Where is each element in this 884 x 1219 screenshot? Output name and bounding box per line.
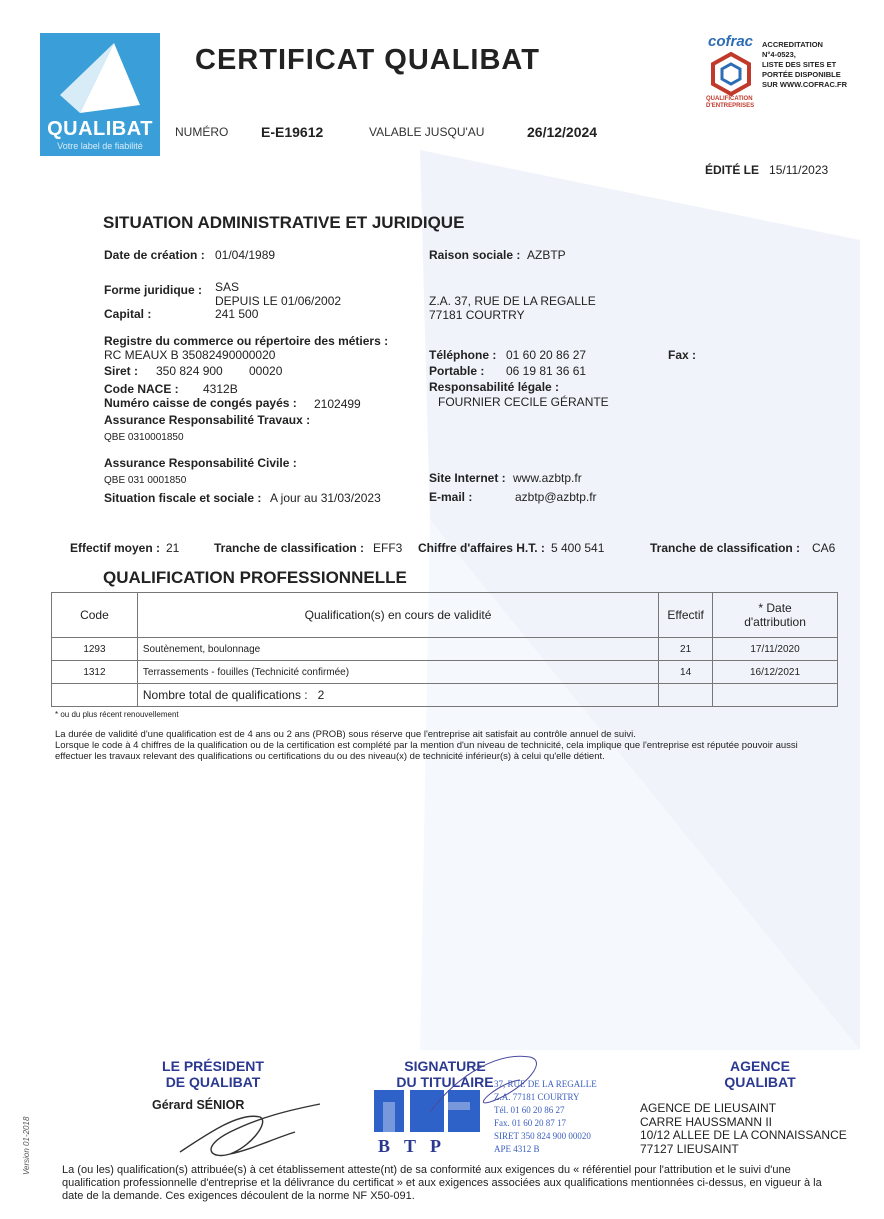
address-line2: 77181 COURTRY xyxy=(429,308,525,322)
row-effectif: 14 xyxy=(659,661,713,684)
footnote: * ou du plus récent renouvellement xyxy=(55,710,179,719)
telephone-value: 01 60 20 86 27 xyxy=(506,348,587,362)
row-effectif: 21 xyxy=(659,638,713,661)
resp-legale-label: Responsabilité légale : xyxy=(429,380,560,394)
email-label: E-mail : xyxy=(429,490,473,504)
numero-label: NUMÉRO xyxy=(175,125,229,139)
cofrac-hexagon-icon xyxy=(710,52,752,96)
footer-conformity-text: La (ou les) qualification(s) attribuée(s) à cet établissement atteste(nt) de sa conformité aux exigences du « référentiel pour l'attribution et le suivi d'une qualification professionnelle d'entreprise et la délivrance du certificat » et aux exigences associées aux qualifications mentionnées ci-dessus, en vigueur à la date de la demande. Ces exigences découlent de la norme NF X50-091. xyxy=(62,1164,822,1202)
president-heading: LE PRÉSIDENT DE QUALIBAT xyxy=(162,1058,264,1090)
caisse-value: 2102499 xyxy=(314,397,361,411)
nace-label: Code NACE : xyxy=(104,382,179,396)
portable-value: 06 19 81 36 61 xyxy=(506,364,587,378)
tranche1-label: Tranche de classification : xyxy=(214,541,365,555)
row-label: Soutènement, boulonnage xyxy=(137,638,658,661)
registre-value: RC MEAUX B 35082490000020 xyxy=(104,348,276,362)
qualibat-logo xyxy=(40,33,160,156)
row-code: 1293 xyxy=(52,638,138,661)
agence-address: AGENCE DE LIEUSAINT CARRE HAUSSMANN II 10/12 ALLEE DE LA CONNAISSANCE 77127 LIEUSAINT xyxy=(640,1101,847,1156)
row-code: 1312 xyxy=(52,661,138,684)
agence-heading: AGENCE QUALIBAT xyxy=(724,1058,796,1090)
president-signature xyxy=(170,1092,330,1172)
portable-label: Portable : xyxy=(429,364,485,378)
capital-value: 241 500 xyxy=(215,307,259,321)
effectif-value: 21 xyxy=(166,541,180,555)
row-date: 17/11/2020 xyxy=(713,638,838,661)
resp-legale-value: FOURNIER CECILE GÉRANTE xyxy=(438,395,609,409)
validity-notes: La durée de validité d'une qualification est de 4 ans ou 2 ans (PROB) sous réserve que l'entreprise ait satisfait au contrôle annuel de suivi. Lorsque le code à 4 chiffres de la qualification ou de la certification est complété par la mention d'un niveau de technicité, cela implique que l'entreprise est réputée pouvoir aussi effectuer les travaux relevant des qualifications ou certifications du ou des niveau(x) de technicité inférieur(s) à celui qu'elle détient. xyxy=(55,729,798,762)
email-value: azbtp@azbtp.fr xyxy=(515,490,597,504)
header-date: * Date d'attribution xyxy=(713,593,838,638)
row-date: 16/12/2021 xyxy=(713,661,838,684)
fiscale-label: Situation fiscale et sociale : xyxy=(104,491,262,505)
effectif-label: Effectif moyen : xyxy=(70,541,161,555)
qualification-table xyxy=(51,592,838,707)
ca-label: Chiffre d'affaires H.T. : xyxy=(418,541,545,555)
situation-title: SITUATION ADMINISTRATIVE ET JURIDIQUE xyxy=(103,213,465,232)
fiscale-value: A jour au 31/03/2023 xyxy=(270,491,381,505)
cofrac-logo: cofrac xyxy=(708,33,754,50)
site-value: www.azbtp.fr xyxy=(513,471,582,485)
fax-label: Fax : xyxy=(668,348,697,362)
row-label: Terrassements - fouilles (Technicité confirmée) xyxy=(137,661,658,684)
president-name: Gérard SÉNIOR xyxy=(152,1098,245,1112)
siret-suffix: 00020 xyxy=(249,364,283,378)
address-line1: Z.A. 37, RUE DE LA REGALLE xyxy=(429,294,596,308)
siret-value: 350 824 900 xyxy=(156,364,223,378)
header-code: Code xyxy=(52,593,138,638)
qualibat-pyramid-icon xyxy=(40,33,160,118)
header-effectif: Effectif xyxy=(659,593,713,638)
assurance-civile-label: Assurance Responsabilité Civile : xyxy=(104,456,297,470)
date-creation-label: Date de création : xyxy=(104,248,205,262)
date-creation-value: 01/04/1989 xyxy=(215,248,276,262)
header-qualif: Qualification(s) en cours de validité xyxy=(137,593,658,638)
forme-value: SAS xyxy=(215,280,240,294)
cofrac-subtitle: QUALIFICATION D'ENTREPRISES xyxy=(706,96,755,109)
ca-value: 5 400 541 xyxy=(551,541,605,555)
page-title: CERTIFICAT QUALIBAT xyxy=(195,44,540,76)
table-row xyxy=(52,638,838,661)
table-header-row xyxy=(52,593,838,638)
telephone-label: Téléphone : xyxy=(429,348,497,362)
titulaire-signature xyxy=(410,1052,560,1132)
siret-label: Siret : xyxy=(104,364,139,378)
assurance-travaux-value: QBE 0310001850 xyxy=(104,432,184,443)
company-stamp-text: 37, RUE DE LA REGALLE Z.A. 77181 COURTRY Tél. 01 60 20 86 27 Fax. 01 60 20 87 17 SIRET 350 824 900 00020 APE 4312 B xyxy=(494,1079,597,1154)
site-label: Site Internet : xyxy=(429,471,506,485)
registre-label: Registre du commerce ou répertoire des métiers : xyxy=(104,334,389,348)
table-total-row xyxy=(52,684,838,707)
qualification-title: QUALIFICATION PROFESSIONNELLE xyxy=(103,568,407,587)
numero-value: E-E19612 xyxy=(261,124,324,140)
total-qualifications: Nombre total de qualifications : 2 xyxy=(137,684,658,707)
raison-sociale-value: AZBTP xyxy=(527,248,566,262)
capital-label: Capital : xyxy=(104,307,152,321)
assurance-travaux-label: Assurance Responsabilité Travaux : xyxy=(104,413,311,427)
forme-label: Forme juridique : xyxy=(104,283,203,297)
logo-tagline: Votre label de fiabilité xyxy=(57,141,143,151)
edite-le: ÉDITÉ LE 15/11/2023 xyxy=(705,163,829,177)
logo-word: QUALIBAT xyxy=(47,118,153,140)
valable-value: 26/12/2024 xyxy=(527,124,598,140)
caisse-label: Numéro caisse de congés payés : xyxy=(104,396,297,410)
assurance-civile-value: QBE 031 0001850 xyxy=(104,475,187,486)
table-row xyxy=(52,661,838,684)
titulaire-heading: SIGNATURE DU TITULAIRE xyxy=(396,1058,494,1090)
version-label: Version 01-2018 xyxy=(22,1116,31,1175)
nace-value: 4312B xyxy=(203,382,238,396)
valable-label: VALABLE JUSQU'AU xyxy=(369,125,485,139)
forme-depuis: DEPUIS LE 01/06/2002 xyxy=(215,294,342,308)
cofrac-accreditation: ACCREDITATION N°4-0523, LISTE DES SITES ET PORTÉE DISPONIBLE SUR WWW.COFRAC.FR xyxy=(762,40,847,89)
raison-sociale-label: Raison sociale : xyxy=(429,248,521,262)
tranche2-label: Tranche de classification : xyxy=(650,541,801,555)
tranche1-value: EFF3 xyxy=(373,541,403,555)
tranche2-value: CA6 xyxy=(812,541,836,555)
stamp-btp-letters: BTP xyxy=(378,1136,456,1156)
